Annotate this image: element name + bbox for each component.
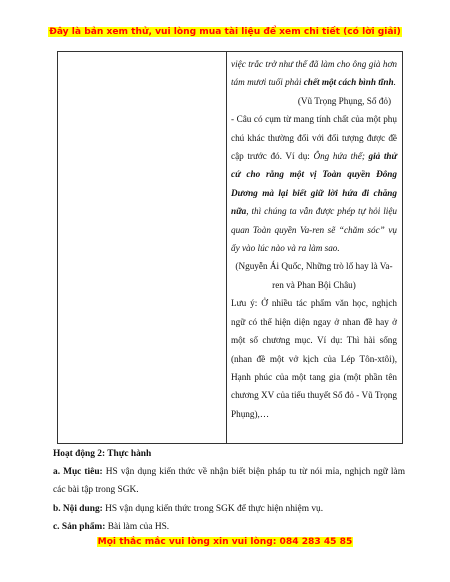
preview-banner (0, 27, 450, 37)
contact-banner-text: Mọi thắc mắc vui lòng xin vui lòng: 084 283 45 85 (97, 537, 353, 547)
example-1-end: . (393, 77, 396, 88)
content-item (53, 500, 405, 518)
example-paragraph-2 (231, 110, 397, 257)
preview-banner-text: Đây là bản xem thử, vui lòng mua tài liệu để xem chi tiết (có lời giải) (49, 27, 401, 37)
product-item (53, 518, 405, 536)
contact-banner (0, 537, 450, 547)
note-paragraph: Lưu ý: Ở nhiều tác phẩm văn học, nghịch ngữ có thể hiện diện ngay ở nhan đề hay ở một số chương mục. Ví dụ: Thì hài sống (nhan đề một vở kịch của Lép Tôn-xtôi), Hạnh phúc của một tang gia (một phần tên chương XV của tiểu thuyết Số đỏ - Vũ Trọng Phụng),… (231, 298, 397, 419)
example-1-emphasis: chết một cách bình tĩnh (303, 77, 394, 88)
activity-heading (53, 445, 405, 463)
example-2-intro: - Câu có cụm từ mang tính chất của một phụ chú khác thường đối với đối tượng được đề cập trước đó. Ví dụ: (231, 114, 397, 162)
source-citation-2: (Nguyễn Ái Quốc, Những trò lố hay là Va-ren và Phan Bội Châu) (235, 261, 393, 290)
activity-heading-text: Hoạt động 2: Thực hành (53, 449, 152, 459)
objective-text: HS vận dụng kiến thức về nhận biết biện pháp tu từ nói mỉa, nghịch ngữ làm các bài tập trong SGK. (53, 467, 405, 496)
example-1-text: việc trắc trở như thế đã làm cho ông già hơn tám mươi tuổi phải (231, 59, 397, 88)
source-citation-1: (Vũ Trọng Phụng, Số đỏ) (297, 95, 391, 106)
objective-label: a. Mục tiêu: (53, 467, 103, 477)
table-left-cell (58, 52, 227, 443)
product-label: c. Sản phẩm: (53, 522, 106, 532)
product-text: Bài làm của HS. (105, 522, 170, 532)
content-table (57, 51, 403, 444)
example-paragraph-1 (231, 55, 397, 92)
example-2-quote-start: Ông hứa thế; (313, 151, 369, 162)
example-2-emphasis: giả thử cứ cho rằng một vị Toàn quyền Đông Dương mà lại biết giữ lời hứa đi chăng nữa (231, 151, 397, 217)
content-text: HS vận dụng kiến thức trong SGK để thực hiện nhiệm vụ. (102, 504, 324, 514)
table-right-cell (227, 52, 402, 443)
example-2-quote-end: , thì chúng ta vẫn được phép tự hỏi liệu quan Toàn quyền Va-ren sẽ “chăm sóc” vụ ấy vào lúc nào và ra làm sao. (231, 206, 397, 254)
objective-item (53, 463, 405, 500)
content-label: b. Nội dung: (53, 504, 103, 514)
